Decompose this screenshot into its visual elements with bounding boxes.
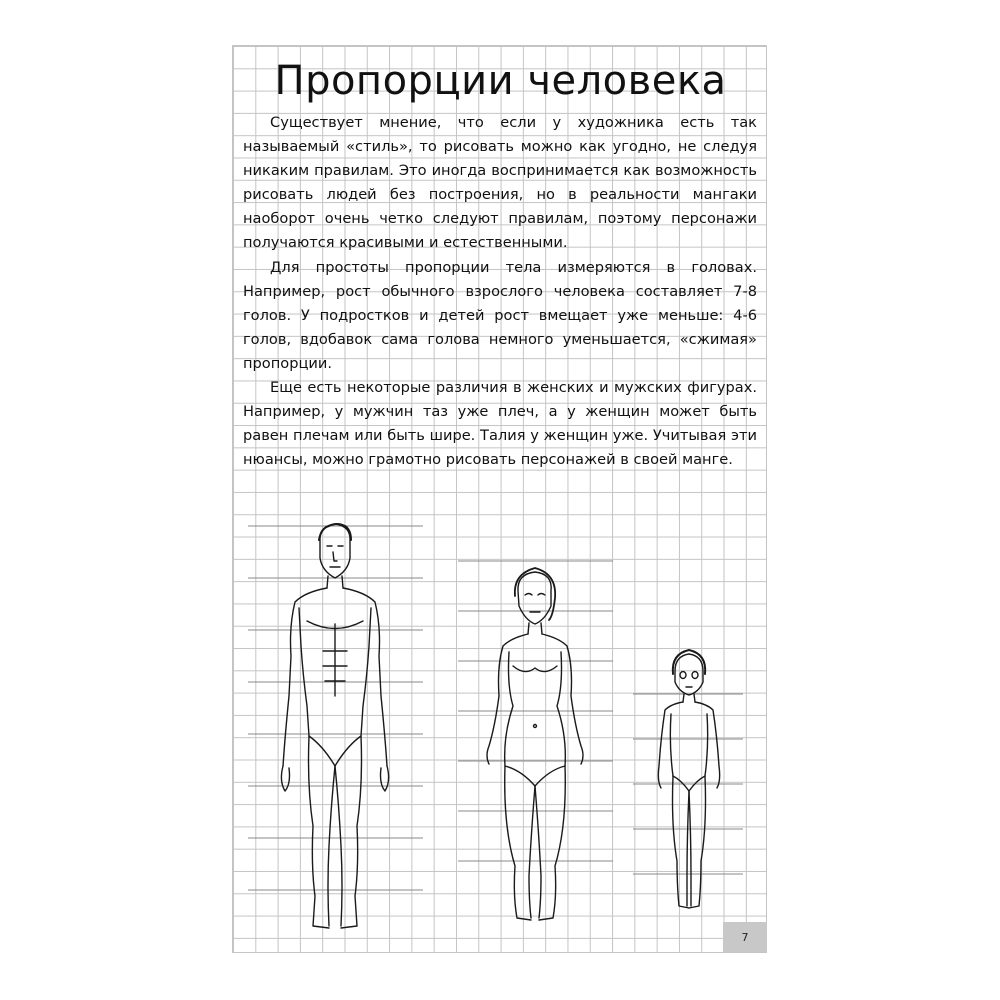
man-guide-lines <box>248 526 423 890</box>
paragraph-2: Для простоты пропорции тела измеряются в головах. Например, рост обычного взрослого человека составляет 7-8 голов. У подростков и детей рост вмещает уже меньше: 4-6 голов, вдобавок сама голова немного уменьшается, «сжимая» пропорции. <box>243 258 757 372</box>
page-number: 7 <box>723 922 767 952</box>
proportion-figures <box>233 46 768 954</box>
paragraph-3: Еще есть некоторые различия в женских и мужских фигурах. Например, у мужчин таз уже плеч, а у женщин может быть равен плечам или быть шире. Талия у женщин уже. Учитывая эти нюансы, можно грамотно рисовать персонажей в своей манге. <box>243 379 757 469</box>
child-guide-lines <box>633 694 743 874</box>
child-figure <box>658 650 719 908</box>
book-page <box>232 45 767 953</box>
page-title: Пропорции человека <box>274 58 727 104</box>
man-figure <box>281 524 388 928</box>
woman-figure <box>487 568 583 920</box>
woman-guide-lines <box>458 561 613 861</box>
paragraph-1: Существует мнение, что если у художника есть так называемый «стиль», то рисовать можно как угодно, не следуя никаким правилам. Это иногда воспринимается как возможность рисовать людей без построения, но в реальности мангаки наоборот очень четко следуют правилам, поэтому персонажи получаются красивыми и естественными. <box>243 114 757 252</box>
